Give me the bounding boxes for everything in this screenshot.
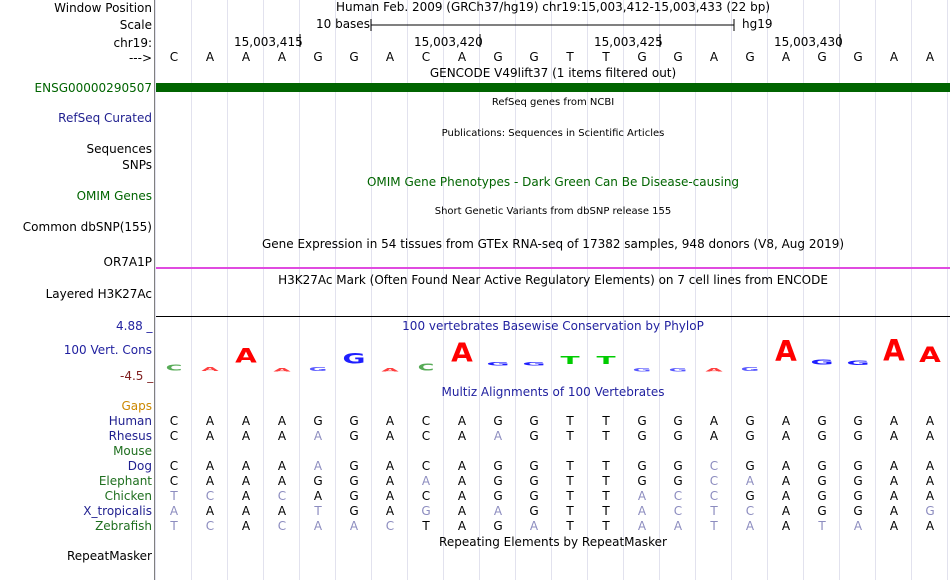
h3k27ac-track-title: H3K27Ac Mark (Often Found Near Active Regulatory Elements) on 7 cell lines from ENCODE: [278, 273, 828, 287]
aligned-base: C: [169, 459, 179, 473]
publications-track-title: Publications: Sequences in Scientific Articles: [441, 128, 665, 139]
aligned-base: A: [889, 504, 899, 518]
aligned-base: A: [493, 429, 503, 443]
repeatmasker-track-title: Repeating Elements by RepeatMasker: [439, 535, 667, 549]
aligned-base: A: [241, 459, 251, 473]
aligned-base: G: [349, 504, 359, 518]
conservation-logo-letter: T: [560, 353, 580, 367]
ruler-tick-label: 15,003,420: [414, 35, 483, 49]
aligned-base: C: [673, 489, 683, 503]
reference-base: C: [169, 50, 179, 64]
aligned-base: A: [889, 459, 899, 473]
aligned-base: T: [566, 504, 574, 518]
conservation-logo-letter: G: [522, 361, 546, 367]
aligned-base: A: [385, 504, 395, 518]
reference-base: G: [349, 50, 359, 64]
aligned-base: A: [457, 474, 467, 488]
conservation-track-title: 100 vertebrates Basewise Conservation by PhyloP: [402, 319, 704, 333]
ruler-tick-label: 15,003,430: [774, 35, 843, 49]
dbsnp-track-label[interactable]: Common dbSNP(155): [22, 220, 152, 234]
reference-base: A: [457, 50, 467, 64]
aligned-base: A: [457, 459, 467, 473]
aligned-base: C: [421, 489, 431, 503]
aligned-base: T: [602, 429, 610, 443]
aligned-base: T: [602, 414, 610, 428]
omim-track-label[interactable]: OMIM Genes: [76, 189, 152, 203]
aligned-base: A: [241, 489, 251, 503]
aligned-base: C: [421, 414, 431, 428]
aligned-base: A: [781, 474, 791, 488]
species-label[interactable]: Chicken: [104, 489, 152, 503]
reference-base: A: [781, 50, 791, 64]
species-label[interactable]: Dog: [127, 459, 152, 473]
aligned-base: A: [241, 519, 251, 533]
aligned-base: A: [709, 414, 719, 428]
conservation-logo-letter: C: [417, 361, 435, 373]
conservation-logo-letter: G: [740, 366, 760, 373]
aligned-base: G: [817, 504, 827, 518]
aligned-base: A: [457, 429, 467, 443]
aligned-base: G: [817, 459, 827, 473]
strand-label: --->: [128, 51, 152, 65]
species-label[interactable]: X_tropicalis: [83, 504, 152, 518]
aligned-base: A: [529, 519, 539, 533]
species-label[interactable]: Rhesus: [108, 429, 152, 443]
gencode-gene-bar[interactable]: [156, 83, 950, 92]
species-label[interactable]: Mouse: [113, 444, 152, 458]
aligned-base: A: [709, 429, 719, 443]
aligned-base: A: [889, 414, 899, 428]
aligned-base: A: [205, 474, 215, 488]
aligned-base: G: [313, 414, 323, 428]
aligned-base: G: [925, 504, 935, 518]
aligned-base: A: [781, 414, 791, 428]
aligned-base: G: [637, 414, 647, 428]
aligned-base: A: [241, 504, 251, 518]
aligned-base: A: [925, 414, 935, 428]
aligned-base: A: [277, 459, 287, 473]
aligned-base: G: [853, 489, 863, 503]
omim-track-title: OMIM Gene Phenotypes - Dark Green Can Be Disease-causing: [366, 175, 740, 189]
h3k27ac-track-label[interactable]: Layered H3K27Ac: [45, 287, 152, 301]
aligned-base: G: [853, 414, 863, 428]
aligned-base: A: [889, 429, 899, 443]
alignment-row: [156, 504, 950, 518]
aligned-base: G: [817, 429, 827, 443]
aligned-base: A: [241, 429, 251, 443]
aligned-base: A: [313, 489, 323, 503]
conservation-logo-letter: A: [775, 334, 797, 369]
aligned-base: A: [493, 504, 503, 518]
alignment-row: [156, 414, 950, 428]
alignment-row: [156, 474, 950, 488]
conservation-logo-letter: A: [451, 337, 473, 368]
aligned-base: A: [277, 429, 287, 443]
reference-base: G: [673, 50, 683, 64]
aligned-base: C: [205, 489, 215, 503]
aligned-base: T: [170, 489, 178, 503]
reference-base: T: [566, 50, 574, 64]
conservation-logo-letter: A: [883, 333, 905, 369]
aligned-base: C: [709, 489, 719, 503]
conservation-logo-letter: G: [810, 357, 834, 367]
dbsnp-track-title: Short Genetic Variants from dbSNP release 155: [434, 206, 672, 217]
species-label[interactable]: Human: [108, 414, 152, 428]
alignment-row: [156, 519, 950, 533]
aligned-base: T: [710, 519, 718, 533]
reference-base: C: [421, 50, 431, 64]
aligned-base: G: [493, 414, 503, 428]
aligned-base: A: [637, 504, 647, 518]
aligned-base: A: [421, 474, 431, 488]
gtex-expression-bar[interactable]: [156, 267, 950, 269]
aligned-base: A: [781, 489, 791, 503]
aligned-base: T: [602, 489, 610, 503]
reference-base: G: [313, 50, 323, 64]
conservation-logo-letter: A: [919, 342, 941, 368]
alignment-row: [156, 444, 950, 458]
aligned-base: A: [889, 489, 899, 503]
aligned-base: G: [745, 429, 755, 443]
reference-base: G: [745, 50, 755, 64]
aligned-base: A: [385, 459, 395, 473]
refseq-track-title: RefSeq genes from NCBI: [491, 97, 615, 108]
aligned-base: G: [421, 504, 431, 518]
window-position-value: Human Feb. 2009 (GRCh37/hg19) chr19:15,003,412-15,003,433 (22 bp): [335, 0, 770, 14]
aligned-base: A: [205, 414, 215, 428]
snps-track-label[interactable]: SNPs: [122, 158, 152, 172]
conservation-logo-letter: A: [381, 367, 399, 373]
aligned-base: A: [781, 429, 791, 443]
aligned-base: G: [745, 489, 755, 503]
conservation-logo: [156, 330, 950, 378]
conservation-logo-letter: T: [596, 353, 616, 367]
aligned-base: A: [241, 474, 251, 488]
aligned-base: C: [709, 474, 719, 488]
gencode-gene-label[interactable]: ENSG00000290507: [34, 81, 152, 95]
aligned-base: G: [673, 474, 683, 488]
sequences-track-label[interactable]: Sequences: [86, 142, 152, 156]
aligned-base: T: [602, 504, 610, 518]
aligned-base: G: [493, 519, 503, 533]
conservation-logo-letter: C: [165, 363, 183, 373]
reference-base: A: [925, 50, 935, 64]
species-label[interactable]: Zebrafish: [95, 519, 152, 533]
aligned-base: T: [422, 519, 430, 533]
aligned-base: G: [529, 489, 539, 503]
ruler-tick-label: 15,003,425: [594, 35, 663, 49]
aligned-base: T: [566, 474, 574, 488]
aligned-base: C: [169, 474, 179, 488]
reference-base: G: [817, 50, 827, 64]
aligned-base: A: [313, 429, 323, 443]
aligned-base: A: [925, 519, 935, 533]
conservation-logo-letter: G: [632, 367, 652, 373]
conservation-logo-letter: G: [308, 366, 328, 373]
aligned-base: A: [241, 414, 251, 428]
species-label[interactable]: Elephant: [98, 474, 152, 488]
aligned-base: T: [566, 459, 574, 473]
ruler-ticks: [0, 34, 950, 48]
aligned-base: G: [349, 474, 359, 488]
conservation-logo-letter: G: [846, 358, 870, 367]
aligned-base: A: [385, 414, 395, 428]
aligned-base: A: [781, 504, 791, 518]
scale-assembly-text: hg19: [742, 17, 773, 31]
aligned-base: A: [457, 414, 467, 428]
aligned-base: G: [817, 414, 827, 428]
scale-label: Scale: [119, 18, 152, 32]
aligned-base: T: [566, 489, 574, 503]
reference-base: G: [529, 50, 539, 64]
repeatmasker-track-label[interactable]: RepeatMasker: [66, 549, 152, 563]
aligned-base: A: [889, 474, 899, 488]
aligned-base: C: [277, 519, 287, 533]
aligned-base: C: [421, 429, 431, 443]
aligned-base: G: [745, 414, 755, 428]
gtex-gene-label[interactable]: OR7A1P: [103, 255, 152, 269]
aligned-base: A: [925, 429, 935, 443]
aligned-base: C: [169, 429, 179, 443]
aligned-base: C: [421, 459, 431, 473]
aligned-base: T: [566, 429, 574, 443]
aligned-base: G: [493, 474, 503, 488]
aligned-base: A: [277, 474, 287, 488]
aligned-base: T: [818, 519, 826, 533]
aligned-base: A: [889, 519, 899, 533]
window-position-label: Window Position: [54, 1, 152, 15]
alignment-row: [156, 429, 950, 443]
conservation-logo-letter: A: [235, 343, 257, 368]
aligned-base: A: [853, 519, 863, 533]
aligned-base: G: [853, 459, 863, 473]
aligned-base: T: [602, 474, 610, 488]
aligned-base: G: [673, 429, 683, 443]
aligned-base: G: [493, 489, 503, 503]
aligned-base: C: [169, 414, 179, 428]
aligned-base: A: [925, 474, 935, 488]
aligned-base: C: [673, 504, 683, 518]
aligned-base: G: [637, 474, 647, 488]
alignment-row: [156, 489, 950, 503]
aligned-base: A: [169, 504, 179, 518]
aligned-base: C: [745, 504, 755, 518]
aligned-base: G: [493, 459, 503, 473]
aligned-base: C: [205, 519, 215, 533]
aligned-base: A: [925, 489, 935, 503]
aligned-base: A: [745, 519, 755, 533]
h3k27ac-baseline: [156, 316, 950, 317]
reference-base: A: [385, 50, 395, 64]
aligned-base: T: [602, 519, 610, 533]
aligned-base: A: [781, 519, 791, 533]
aligned-base: A: [457, 519, 467, 533]
aligned-base: G: [817, 474, 827, 488]
aligned-base: A: [457, 489, 467, 503]
gtex-track-title: Gene Expression in 54 tissues from GTEx RNA-seq of 17382 samples, 948 donors (V8, Aug 2019): [261, 237, 845, 251]
conservation-logo-letter: G: [486, 361, 510, 367]
aligned-base: G: [529, 474, 539, 488]
reference-base: A: [709, 50, 719, 64]
aligned-base: A: [313, 459, 323, 473]
refseq-track-label[interactable]: RefSeq Curated: [58, 111, 152, 125]
aligned-base: G: [529, 429, 539, 443]
aligned-base: G: [853, 429, 863, 443]
aligned-base: A: [457, 504, 467, 518]
aligned-base: G: [529, 504, 539, 518]
aligned-base: G: [853, 474, 863, 488]
reference-base: G: [493, 50, 503, 64]
reference-bases: [156, 50, 950, 64]
gaps-label[interactable]: Gaps: [121, 399, 152, 413]
aligned-base: G: [637, 429, 647, 443]
aligned-base: T: [566, 519, 574, 533]
aligned-base: A: [637, 519, 647, 533]
aligned-base: T: [566, 414, 574, 428]
multiz-track-title: Multiz Alignments of 100 Vertebrates: [441, 385, 665, 399]
aligned-base: A: [205, 429, 215, 443]
aligned-base: A: [277, 504, 287, 518]
reference-base: G: [637, 50, 647, 64]
aligned-base: G: [349, 414, 359, 428]
aligned-base: C: [709, 459, 719, 473]
aligned-base: A: [205, 459, 215, 473]
reference-base: A: [889, 50, 899, 64]
scale-bar: [370, 18, 736, 32]
conservation-logo-letter: A: [273, 367, 291, 373]
aligned-base: T: [314, 504, 322, 518]
aligned-base: A: [781, 459, 791, 473]
ruler-tick-label: 15,003,415: [234, 35, 303, 49]
aligned-base: A: [205, 504, 215, 518]
conservation-logo-letter: A: [705, 367, 723, 373]
aligned-base: A: [385, 474, 395, 488]
aligned-base: G: [673, 414, 683, 428]
chrom-label: chr19:: [113, 36, 152, 50]
aligned-base: C: [385, 519, 395, 533]
aligned-base: G: [529, 414, 539, 428]
aligned-base: T: [602, 459, 610, 473]
conservation-logo-letter: G: [342, 350, 366, 368]
conservation-min-label: -4.5 _: [120, 369, 154, 383]
aligned-base: G: [817, 489, 827, 503]
aligned-base: G: [529, 459, 539, 473]
aligned-base: A: [385, 489, 395, 503]
aligned-base: G: [637, 459, 647, 473]
aligned-base: G: [745, 459, 755, 473]
aligned-base: C: [277, 489, 287, 503]
aligned-base: A: [673, 519, 683, 533]
aligned-base: A: [745, 474, 755, 488]
aligned-base: A: [349, 519, 359, 533]
conservation-logo-letter: A: [201, 366, 219, 373]
aligned-base: A: [277, 414, 287, 428]
gencode-track-title: GENCODE V49lift37 (1 items filtered out): [429, 66, 677, 80]
reference-base: A: [205, 50, 215, 64]
reference-base: G: [853, 50, 863, 64]
aligned-base: G: [853, 504, 863, 518]
conservation-logo-letter: G: [668, 367, 688, 373]
scale-bases-text: 10 bases: [316, 17, 370, 31]
reference-base: A: [241, 50, 251, 64]
aligned-base: G: [673, 459, 683, 473]
conservation-max-label: 4.88 _: [116, 319, 153, 333]
conservation-track-label[interactable]: 100 Vert. Cons: [63, 343, 152, 357]
aligned-base: G: [349, 429, 359, 443]
aligned-base: A: [637, 489, 647, 503]
aligned-base: G: [349, 489, 359, 503]
aligned-base: T: [710, 504, 718, 518]
aligned-base: A: [925, 459, 935, 473]
aligned-base: G: [349, 459, 359, 473]
alignment-row: [156, 459, 950, 473]
aligned-base: A: [385, 429, 395, 443]
reference-base: A: [277, 50, 287, 64]
aligned-base: T: [170, 519, 178, 533]
reference-base: T: [602, 50, 610, 64]
aligned-base: A: [313, 519, 323, 533]
aligned-base: G: [313, 474, 323, 488]
